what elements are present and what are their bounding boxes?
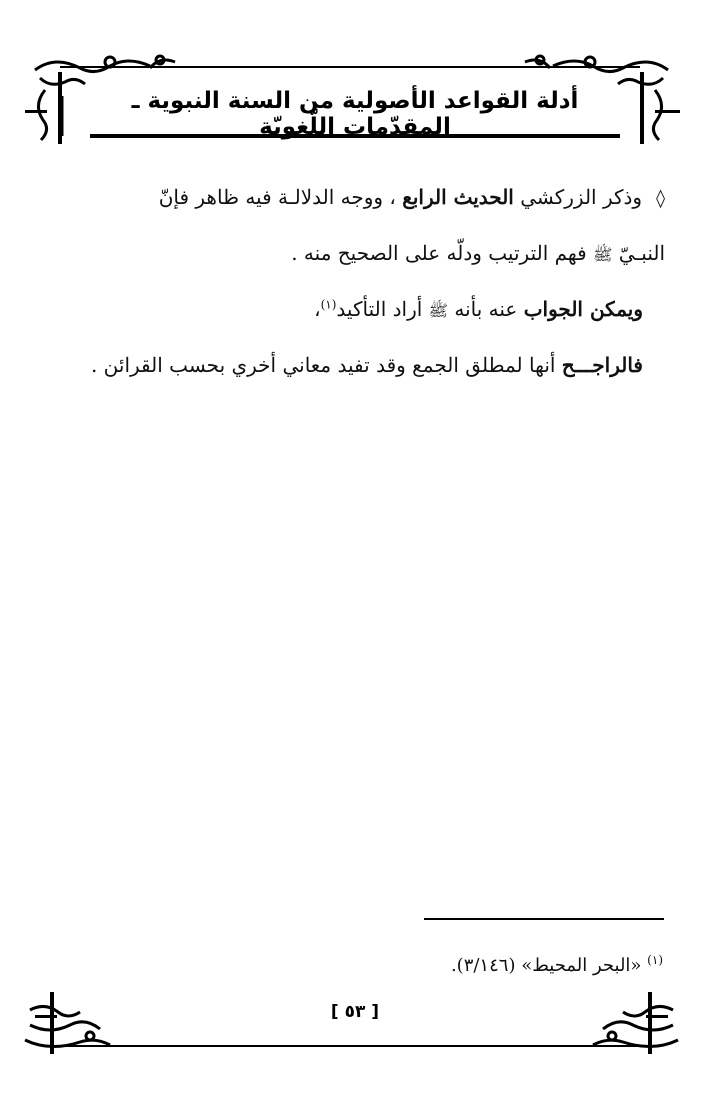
salutation-glyph: ﷺ (593, 245, 613, 264)
paragraph-1-continued (35, 226, 665, 282)
diamond-bullet-icon: ◊ (656, 188, 665, 209)
footer-ornament (0, 990, 703, 1060)
p1-bold-phrase: الحديث الرابع (402, 185, 514, 209)
p3-comma: ، (314, 297, 321, 321)
footnote-marker: (١) (647, 953, 663, 967)
p2-text-start: النبـيّ (612, 241, 665, 265)
paragraph-2 (35, 282, 665, 338)
p2-text-end: فهم الترتيب ودلّه على الصحيح منه . (291, 241, 594, 265)
salutation-glyph: ﷺ (428, 301, 448, 320)
footnote-reference[interactable]: (١) (320, 297, 337, 312)
page-number: [ ٥٣ ] (330, 1002, 380, 1022)
footnote (451, 955, 663, 976)
paragraph-3 (35, 338, 665, 392)
p4-bold-phrase: فالراجـــح (561, 353, 643, 377)
p1-text-end: ، ووجه الدلالـة فيه ظاهر فإنّ (158, 185, 403, 209)
footnote-text: «البحر المحيط» (٣/١٤٦). (450, 955, 648, 976)
p3-text-end: أراد التأكيد (336, 297, 429, 321)
p3-bold-phrase: ويمكن الجواب (523, 297, 643, 321)
p3-text-middle: عنه بأنه (447, 297, 524, 321)
p1-text-start: وذكر الزركشي (513, 185, 643, 209)
footnote-separator (424, 918, 664, 920)
main-text (35, 170, 665, 392)
p4-text-end: أنها لمطلق الجمع وقد تفيد معاني أخري بحسب القرائن . (90, 353, 562, 377)
running-title: أدلة القواعد الأصولية من السنة النبوية ـ المقدّمات اللّغويّة (131, 88, 579, 140)
paragraph-1 (35, 170, 665, 226)
